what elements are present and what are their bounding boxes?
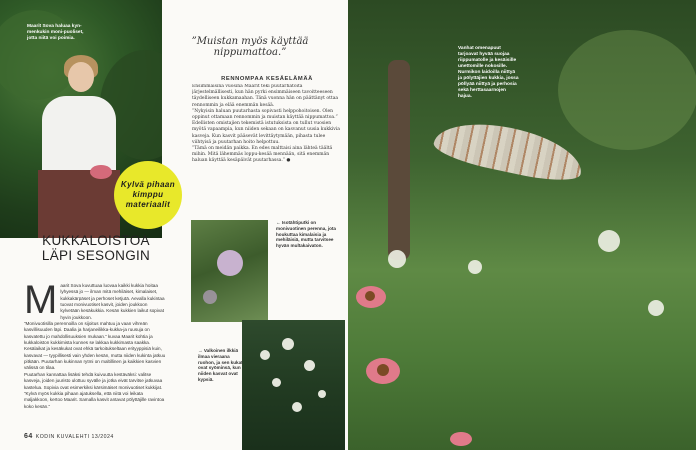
hammock-shape	[431, 113, 587, 187]
left-body-column	[24, 283, 166, 413]
drop-cap: M	[24, 283, 58, 322]
flower-photo-caption: ← Isotähtiputki on monivuotinen perenna, jota houkuttaa kimalaisia ja mehiläisiä, mutta tarvitsee hyvän multakaivaton.	[276, 220, 336, 249]
pod-shape	[282, 338, 294, 350]
publication-issue: KODIN KUVALEHTI 13/2024	[35, 434, 114, 440]
pull-quote: ”Muistan myös käyttää nippumattoa.”	[191, 36, 309, 58]
highlight-badge	[114, 161, 182, 229]
body-paragraph: Maarit Sova kuvuttuaa luovaa kaikki kukkia hoitaa lyhyessä jo — ilman mitä mehiläiset, kimalaiset, kukkakärpäset ja perhoset ketjutä. Aevalla kukintaa tuovat monivuotiset kasvit, joiden joukkoon kylvetään kesäkukkia. Kesän kukkien laikut sopivat hyvin joukkoon.	[24, 283, 165, 322]
body-paragraph: Edellisten omistajien tekemistä istutuksista on tullut vuosien myötä vapaampia, kun niiden sekaan on kasvanut uusia kukkivia kasveja. Kun kasvit pääsevät levittäytymään, pihasta tulee viihtyisä ja puutarhan hoito helpottuu.	[192, 121, 340, 145]
pod-shape	[304, 360, 315, 371]
middle-body-column	[192, 84, 344, 209]
bloom-shape	[217, 250, 243, 276]
seedhead-photo	[242, 320, 345, 450]
bloom-shape	[203, 290, 217, 304]
article-headline: KUKKALOISTOA LÄPI SESONGIN	[41, 233, 151, 263]
pink-flower-shape	[450, 432, 472, 446]
pod-shape	[318, 390, 326, 398]
body-paragraph: Ensimmäisinä vuosina Maarit teki puutarhatöitä järjestelmällisesti, kun hän pyrki ensimmäiseen tavoitteeseen täydelliseen kukkamaahan. Tänä vuonna hän on päättänyt ottaa rennommin ja elää enemmän kesää.	[192, 84, 339, 108]
flower-center-shape	[377, 364, 389, 376]
flower-center-shape	[365, 291, 375, 301]
body-paragraph: ”Kylvä myös kukkia pihaan ajatuksella, että niitä voi leikata maljakkoon, kertoo Maarit. Samalla kasvit antavat pölyttäjille ravintoa koko kesän.”	[24, 390, 165, 409]
body-paragraph: Kesälaikat ja kesäkukat ovat ehkä tarkoitukseltaan erityyppisiä kuin, kasvavat — tyypillisesti vain yhden kesän, mutta niiden kukinta jatkuu pitkään. Puutarhan kukinnan rytmi on maltillinen ja kaikkien kasvien välissä on tilaa.	[24, 346, 166, 371]
white-flower-shape	[468, 260, 482, 274]
body-paragraph: ”Tämä on meidän paikka. En edes malttaisi aina lähteä täältä mihin. Mitä lähemmäs loppu-kesää mennään, sitä enemmän haluan käyttää kesäpäivät puutarhassa.” ●	[192, 146, 333, 164]
portrait-caption: Maarit Sova haluaa kyn-menkukin moni-puoliset, jotta niitä voi poimia.	[27, 24, 84, 41]
section-subhead: RENNOMPAA KESÄELÄMÄÄ	[221, 76, 313, 82]
face-shape	[68, 62, 94, 92]
body-paragraph: Puutarhan kannattaa lisäksi tehdä kuivuutta kestäväksi: valitse kasveja, joiden juuristo ulottuu syvälle ja jotka eivät tarvitse jatkuvaa kastelua. Sopivia ovat esimerkiksi kärsimäiset monivuotiset kukkijat.	[24, 371, 163, 390]
pod-shape	[260, 350, 270, 360]
pod-shape	[292, 402, 302, 412]
garden-photo	[348, 0, 696, 450]
white-flower-shape	[598, 230, 620, 252]
body-paragraph: ”Monivuotisilla perennoilla on sijoitus mahtuu ja vaan vihreän kasvillisuuden läpi. Daalia ja harjaneilikka-kukka-ja ruusuja on kasvatettu jo mahdollisuuksien mukaan.” kuvaa Maarit kohtia ja kukkaloiston kukkimista kunnes se lakkaa kukkimasta saakka.	[24, 321, 153, 346]
page-folio	[24, 433, 114, 440]
garden-photo-caption: Vanhat omenapuut tarjoavat hyvää suojaa riippumatolle ja kesäisille unettomille nokosille. Nurmikon laidoilla niittyä ja pölyttäjien kukkia, jossa pöllyää niittyä ja perhosia sekä herttasaarnojen hajua.	[458, 46, 519, 99]
flower-closeup-photo	[191, 220, 268, 322]
badge-text: Kylvä pihaan kimppu materiaalit	[120, 180, 176, 209]
body-paragraph: ”Nykyisin haluan puutarhasta sopivasti helppohoitoisen. Olen oppinut ottamaan rennommin ja muistan käyttää nippumattoa.”	[192, 108, 338, 121]
pod-shape	[272, 378, 281, 387]
flower-bunch-shape	[90, 165, 112, 179]
white-flower-shape	[648, 300, 664, 316]
tree-trunk-shape	[388, 60, 410, 260]
shirt-shape	[42, 96, 116, 176]
seedhead-photo-caption: → Valkoinen ilkkiä ilmaa vieraana ruohon, ja sen kukat ovat syöminsä, kun niiden kasvat ovat kypsiä.	[198, 348, 243, 382]
skirt-shape	[38, 170, 120, 238]
white-flower-shape	[388, 250, 406, 268]
light-patch-shape	[558, 30, 696, 150]
page-number: 64	[24, 433, 33, 440]
